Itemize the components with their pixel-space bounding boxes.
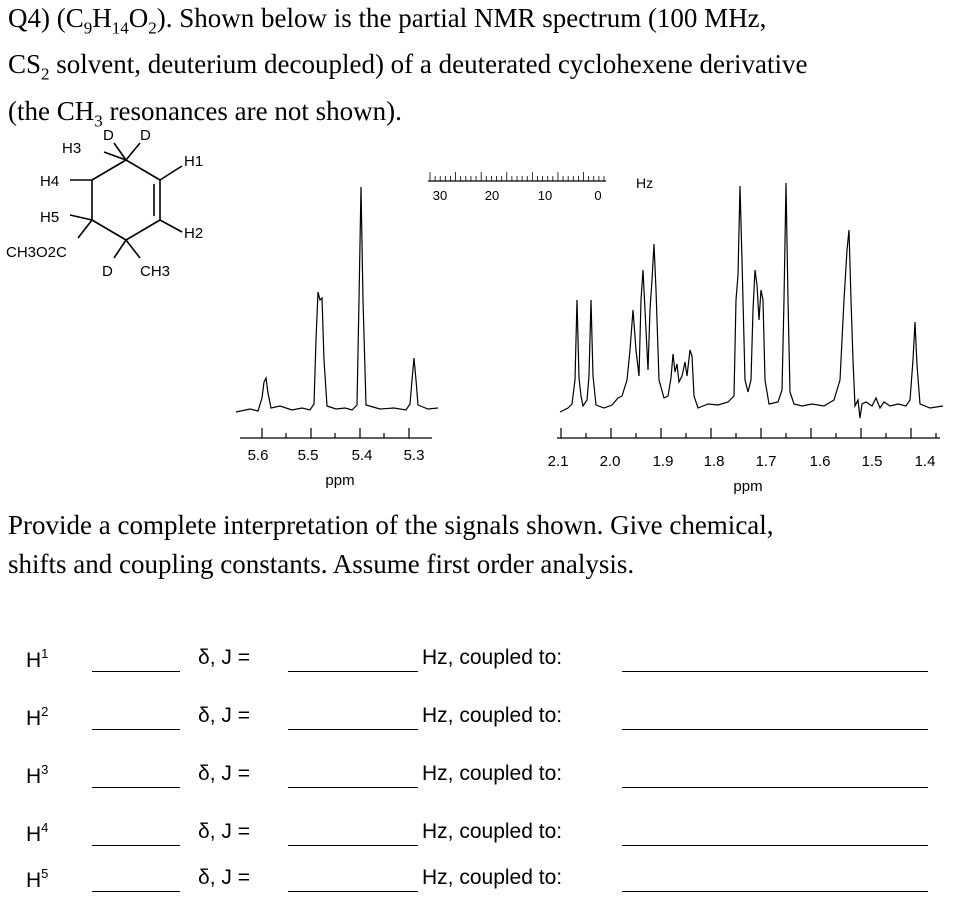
bond-ester	[78, 220, 92, 238]
label-methyl: CH3	[140, 263, 171, 280]
shift-blank[interactable]	[92, 845, 180, 846]
formula-part: ).	[156, 3, 173, 33]
proton-label	[26, 646, 48, 673]
label-h2: H2	[184, 225, 204, 242]
coupled-label: Hz, coupled to:	[422, 704, 563, 727]
coupled-blank[interactable]	[622, 671, 928, 672]
j-blank[interactable]	[288, 845, 418, 846]
proton-letter: H	[26, 649, 42, 672]
question-line-3b: resonances are not shown).	[102, 95, 402, 126]
molecule-structure	[70, 143, 182, 258]
spectrum-left	[236, 187, 438, 489]
ppm-tick-label: 2.0	[599, 453, 621, 470]
answer-row-h3	[0, 762, 961, 802]
question-number: Q4)	[8, 3, 50, 33]
ring-bond	[92, 160, 126, 180]
answer-row-h5	[0, 866, 961, 906]
proton-label	[26, 820, 48, 847]
ppm-tick-label: 1.4	[914, 453, 936, 470]
proton-label	[26, 866, 48, 893]
j-blank[interactable]	[288, 787, 418, 788]
question-line-2b: solvent, deuterium decoupled) of a deuterated cyclohexene derivative	[49, 49, 808, 80]
ring-bond	[126, 220, 160, 240]
ppm-axis-label: ppm	[325, 472, 355, 489]
bond-d	[126, 143, 140, 160]
bond-h2	[160, 220, 182, 232]
ppm-tick-label: 1.5	[861, 453, 883, 470]
bond-h1	[160, 166, 182, 180]
shift-blank[interactable]	[92, 671, 180, 672]
bond-d	[114, 240, 126, 258]
instructions	[8, 506, 958, 584]
ppm-tick-label: 1.8	[703, 453, 725, 470]
formula-subscript: 2	[148, 18, 157, 38]
ppm-tick-label: 5.5	[297, 447, 319, 464]
delta-label: δ, J =	[198, 704, 250, 727]
hz-unit: Hz	[636, 175, 654, 191]
proton-label	[26, 762, 48, 789]
answer-row-h4	[0, 820, 961, 860]
instructions-line-1: Provide a complete interpretation of the signals shown. Give chemical,	[8, 510, 774, 540]
coupled-label: Hz, coupled to:	[422, 646, 563, 669]
proton-letter: H	[26, 765, 42, 788]
ppm-tick-label: 1.7	[755, 453, 777, 470]
label-ester: CH3O2C	[6, 244, 67, 261]
label-h1: H1	[184, 153, 204, 170]
proton-number: 2	[41, 704, 49, 719]
answer-row-h2	[0, 704, 961, 744]
ppm-tick-label: 1.9	[652, 453, 674, 470]
proton-number: 5	[41, 866, 49, 881]
answer-row-h1	[0, 646, 961, 686]
ppm-tick-label: 2.1	[547, 453, 569, 470]
ppm-tick-label: 5.3	[403, 447, 425, 464]
proton-letter: H	[26, 869, 42, 892]
proton-number: 3	[41, 762, 49, 777]
coupled-label: Hz, coupled to:	[422, 820, 563, 843]
question-line-1: Shown below is the partial NMR spectrum (100 MHz,	[172, 3, 767, 33]
label-h3: H3	[62, 140, 82, 157]
instructions-line-2: shifts and coupling constants. Assume first order analysis.	[8, 549, 635, 579]
formula-part: H	[92, 3, 112, 33]
shift-blank[interactable]	[92, 787, 180, 788]
ring-bond	[126, 160, 160, 180]
hz-tick-label: 10	[537, 188, 553, 203]
label-d: D	[103, 127, 114, 144]
formula-subscript: 9	[83, 18, 93, 38]
label-d: D	[140, 127, 151, 144]
hz-tick-label: 30	[432, 188, 448, 203]
formula-subscript: 14	[111, 18, 129, 38]
ppm-tick-label: 1.6	[809, 453, 831, 470]
j-blank[interactable]	[288, 891, 418, 892]
ppm-axis-label: ppm	[733, 478, 763, 495]
spectrum-right	[548, 183, 943, 495]
coupled-blank[interactable]	[622, 787, 928, 788]
label-h5: H5	[40, 209, 60, 226]
ring-bond	[92, 220, 126, 240]
proton-letter: H	[26, 707, 42, 730]
hz-tick-label: 0	[594, 188, 602, 203]
formula-subscript: 2	[41, 64, 50, 84]
delta-label: δ, J =	[198, 762, 250, 785]
label-h4: H4	[40, 173, 60, 190]
proton-number: 1	[41, 646, 49, 661]
j-blank[interactable]	[288, 729, 418, 730]
hz-tick-label: 20	[484, 188, 500, 203]
hz-scale	[428, 172, 653, 203]
formula-part: (C	[56, 3, 84, 33]
proton-label	[26, 704, 48, 731]
coupled-label: Hz, coupled to:	[422, 762, 563, 785]
coupled-label: Hz, coupled to:	[422, 866, 563, 889]
formula-subscript: 3	[94, 111, 103, 131]
shift-blank[interactable]	[92, 729, 180, 730]
delta-label: δ, J =	[198, 820, 250, 843]
bond-methyl	[126, 240, 140, 258]
ppm-tick-label: 5.6	[247, 447, 269, 464]
spectrum-left-trace	[236, 187, 438, 412]
label-d: D	[102, 263, 113, 280]
coupled-blank[interactable]	[622, 729, 928, 730]
proton-number: 4	[41, 820, 49, 835]
ppm-tick-label: 5.4	[351, 447, 373, 464]
shift-blank[interactable]	[92, 891, 180, 892]
proton-letter: H	[26, 823, 42, 846]
coupled-blank[interactable]	[622, 891, 928, 892]
bond-h5	[70, 215, 92, 220]
question-line-3a: (the CH	[8, 95, 95, 126]
coupled-blank[interactable]	[622, 845, 928, 846]
formula-part: O	[128, 3, 149, 33]
spectrum-right-trace	[560, 183, 943, 418]
question-line-2a: CS	[8, 49, 42, 80]
delta-label: δ, J =	[198, 646, 250, 669]
j-blank[interactable]	[288, 671, 418, 672]
delta-label: δ, J =	[198, 866, 250, 889]
